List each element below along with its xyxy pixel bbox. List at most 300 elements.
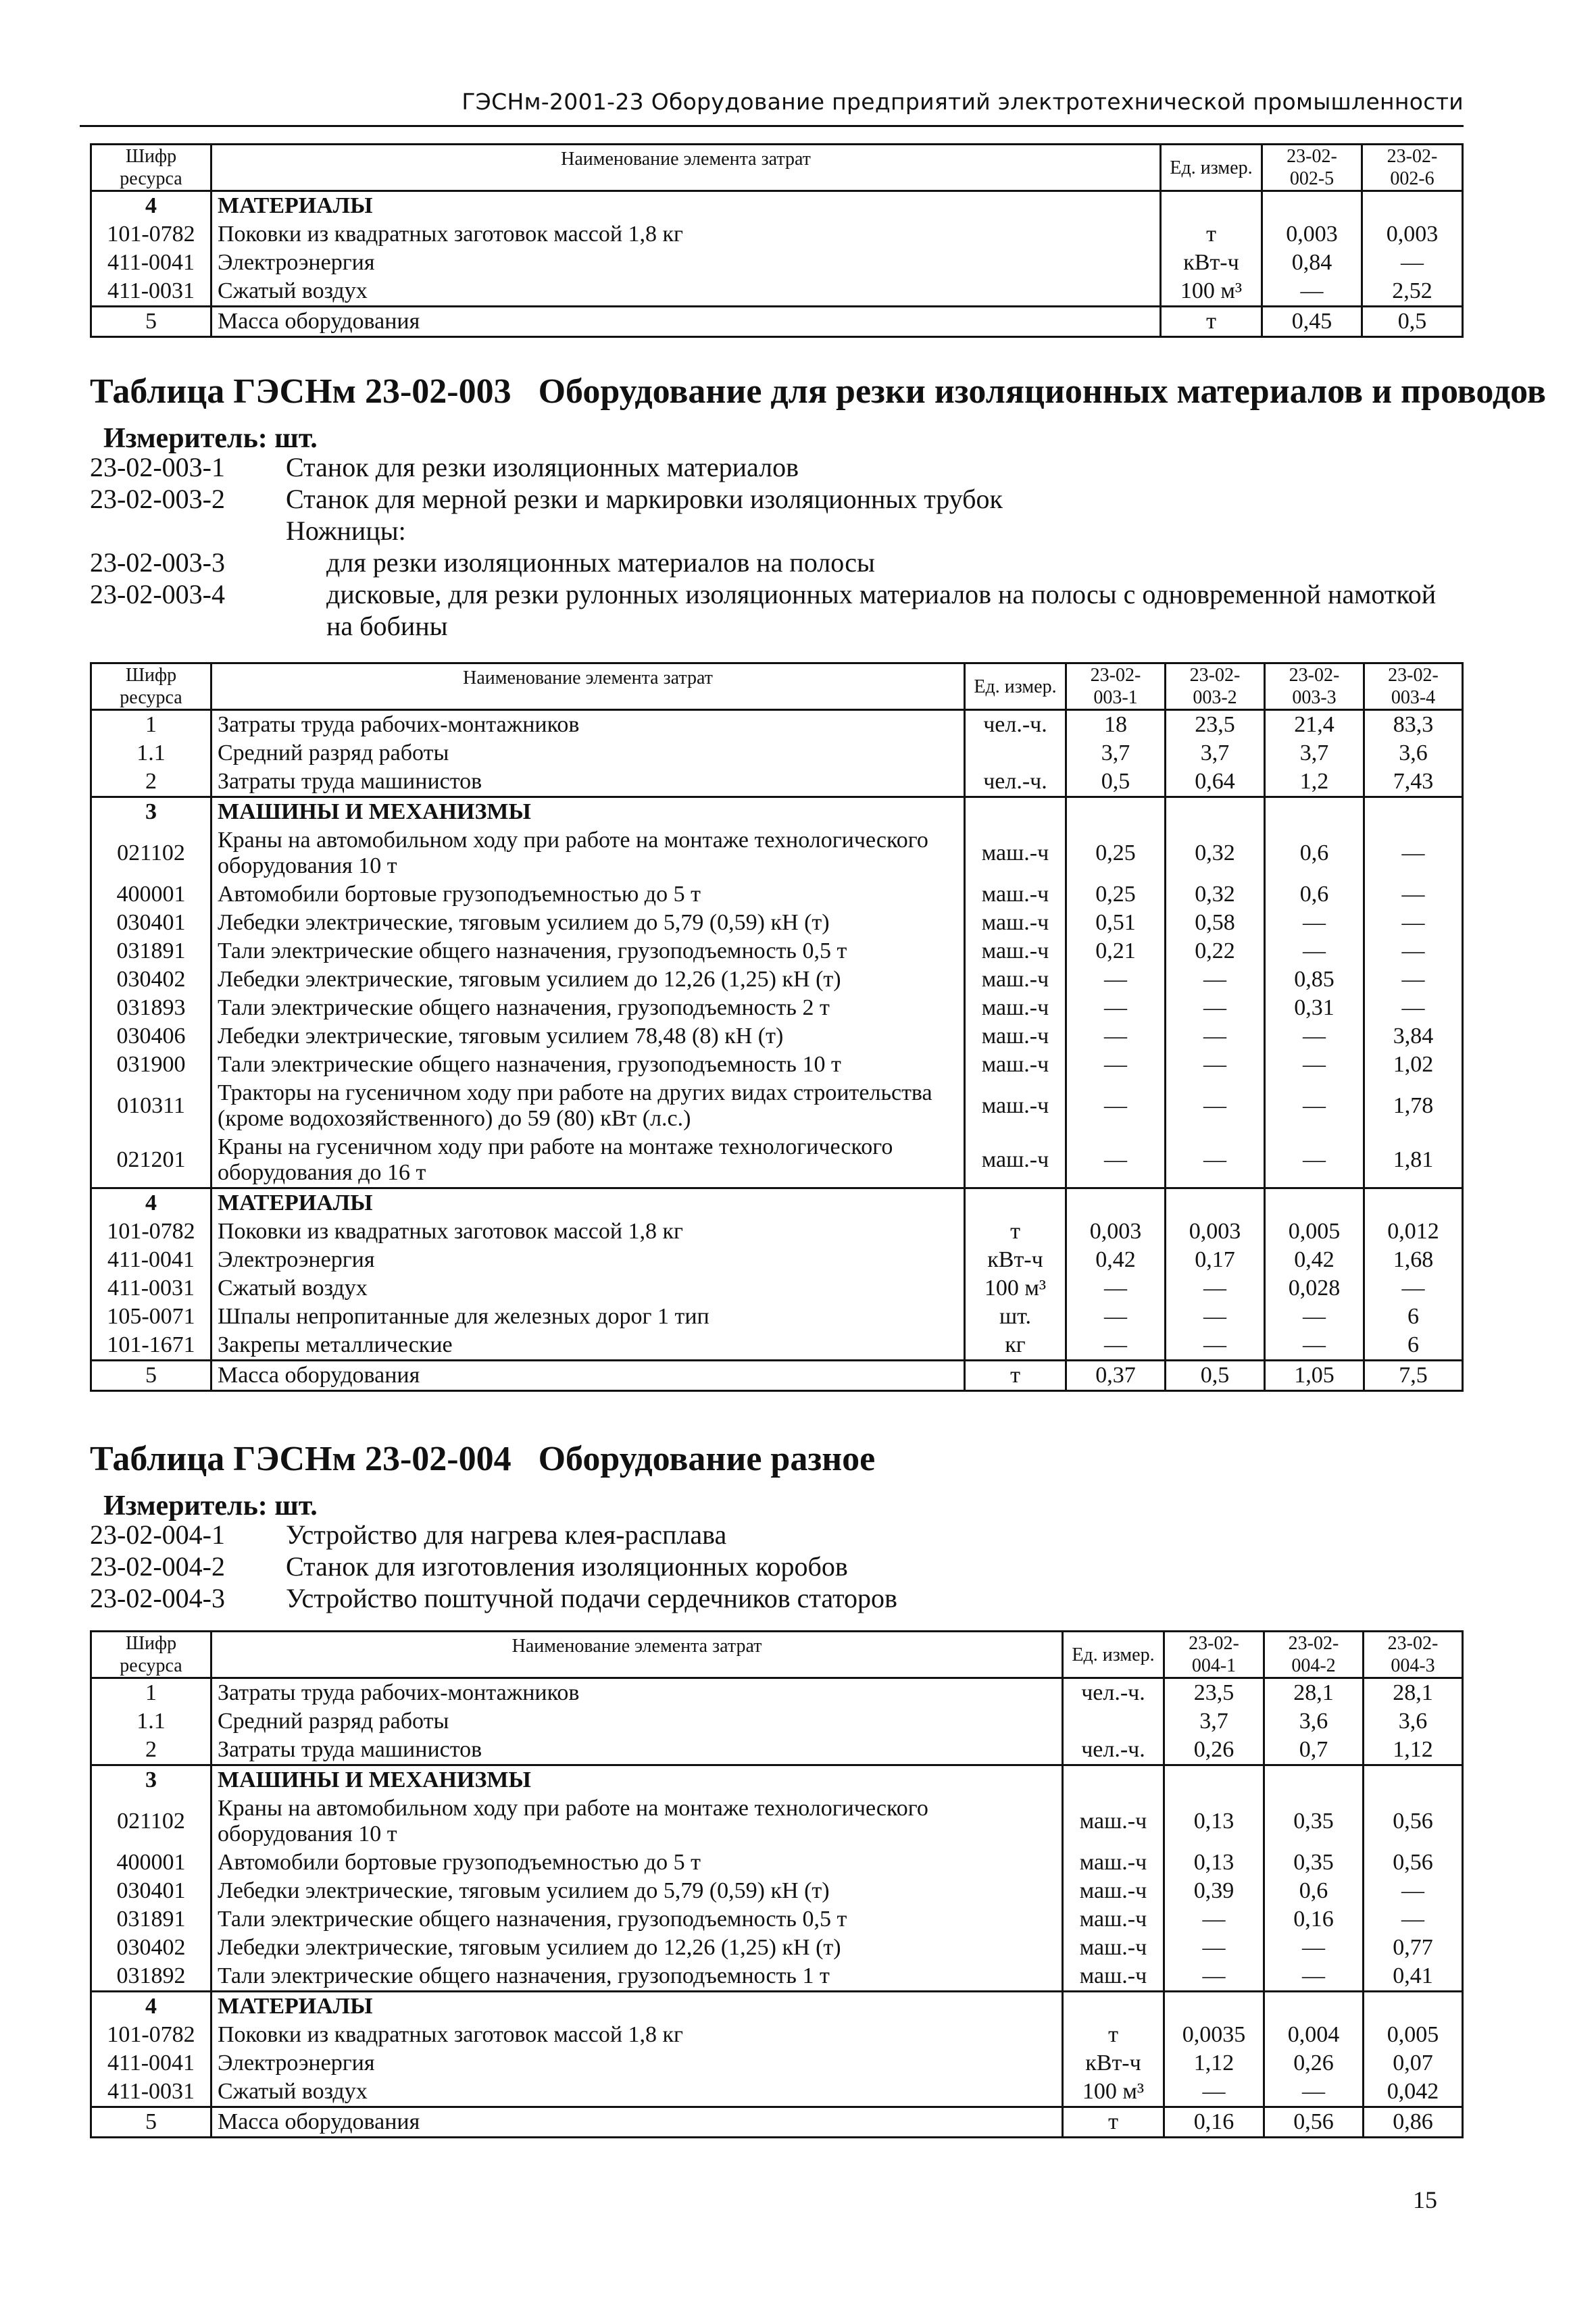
table-row [91, 1678, 1463, 1708]
value-cell: 0,77 [1364, 1934, 1463, 1962]
value-cell: 0,85 [1265, 965, 1364, 994]
cost-element-name: Автомобили бортовые грузоподъемностью до 5 т [211, 880, 965, 909]
cost-element-name: Средний разряд работы [211, 739, 965, 768]
value-cell: 0,32 [1166, 826, 1265, 880]
resource-code: 411-0031 [91, 1274, 211, 1303]
resource-code: 031891 [91, 937, 211, 965]
table-row [91, 1274, 1463, 1303]
measure-unit: Измеритель: шт. [103, 1490, 318, 1521]
item-text: Станок для мерной резки и маркировки изоляционных трубок [286, 484, 1003, 514]
table-row [91, 1303, 1463, 1331]
resource-code: 030401 [91, 1877, 211, 1905]
value-cell: 0,58 [1166, 909, 1265, 937]
table-title-23-02-003 [90, 372, 1546, 411]
resource-code: 5 [91, 2107, 211, 2138]
cost-element-name: МАТЕРИАЛЫ [211, 191, 1161, 221]
value-cell: 0,028 [1265, 1274, 1364, 1303]
cost-element-name: Лебедки электрические, тяговым усилием до 12,26 (1,25) кН (т) [211, 1934, 1063, 1962]
unit-cell: чел.-ч. [1063, 1736, 1164, 1765]
value-cell: — [1265, 1331, 1364, 1361]
table-row [91, 880, 1463, 909]
item-text: дисковые, для резки рулонных изоляционных материалов на полосы с одновременной намоткой на бобины [326, 579, 1437, 641]
value-cell: — [1265, 1303, 1364, 1331]
table-row [91, 1331, 1463, 1361]
value-cell: — [1066, 1133, 1166, 1188]
resource-code: 3 [91, 1765, 211, 1795]
unit-cell: маш.-ч [965, 880, 1066, 909]
value-cell: 0,0035 [1164, 2021, 1264, 2049]
unit-cell: кг [965, 1331, 1066, 1361]
section-row [91, 1765, 1463, 1795]
resource-code: 1 [91, 1678, 211, 1708]
cost-element-name: Лебедки электрические, тяговым усилием до 5,79 (0,59) кН (т) [211, 909, 965, 937]
item-text: для резки изоляционных материалов на полосы [326, 547, 875, 578]
value-cell: 0,5 [1066, 768, 1166, 797]
item-code: 23-02-004-2 [90, 1551, 225, 1582]
unit-cell: маш.-ч [1063, 1848, 1164, 1877]
cost-element-name: Автомобили бортовые грузоподъемностью до 5 т [211, 1848, 1063, 1877]
value-cell: — [1164, 1905, 1264, 1934]
value-cell: 0,042 [1364, 2078, 1463, 2107]
table-title-23-02-004 [90, 1439, 875, 1479]
value-cell: 1,81 [1364, 1133, 1463, 1188]
resource-code: 021102 [91, 1794, 211, 1848]
value-cell: 0,45 [1262, 307, 1362, 337]
value-cell: — [1066, 1331, 1166, 1361]
value-cell: — [1166, 1079, 1265, 1133]
value-cell: 18 [1066, 710, 1166, 740]
resource-code: 1.1 [91, 1707, 211, 1736]
resource-code: 021201 [91, 1133, 211, 1188]
table-row [91, 277, 1463, 307]
unit-cell [1161, 191, 1262, 221]
value-cell: 0,35 [1264, 1848, 1364, 1877]
value-cell [1262, 191, 1362, 221]
value-cell: 0,6 [1265, 880, 1364, 909]
value-cell: — [1166, 1022, 1265, 1051]
value-cell: 7,5 [1364, 1361, 1463, 1391]
value-cell: 0,25 [1066, 826, 1166, 880]
list-item [90, 1551, 1462, 1582]
table-row [91, 710, 1463, 740]
col-header-name: Наименование элемента затрат [211, 1632, 1063, 1678]
resource-table-002 [90, 143, 1464, 338]
unit-cell: маш.-ч [965, 1051, 1066, 1079]
value-cell: — [1166, 965, 1265, 994]
resource-code: 031892 [91, 1962, 211, 1992]
value-cell: — [1265, 1133, 1364, 1188]
value-cell: — [1265, 909, 1364, 937]
value-cell: — [1164, 1962, 1264, 1992]
unit-cell: маш.-ч [965, 1133, 1066, 1188]
cost-element-name: Закрепы металлические [211, 1331, 965, 1361]
cost-element-name: Поковки из квадратных заготовок массой 1,8 кг [211, 220, 1161, 249]
item-code: 23-02-003-3 [90, 547, 225, 578]
value-cell: — [1166, 1331, 1265, 1361]
list-item [90, 1519, 1462, 1551]
item-text: Станок для изготовления изоляционных коробов [286, 1551, 848, 1582]
unit-cell: маш.-ч [1063, 1905, 1164, 1934]
value-cell [1166, 797, 1265, 827]
unit-cell: чел.-ч. [965, 710, 1066, 740]
value-cell: 3,6 [1264, 1707, 1364, 1736]
value-cell: 0,003 [1362, 220, 1463, 249]
item-code: 23-02-003-2 [90, 484, 225, 514]
value-cell: 0,6 [1265, 826, 1364, 880]
value-cell: 0,005 [1265, 1217, 1364, 1246]
value-cell: 28,1 [1364, 1678, 1463, 1708]
resource-code: 4 [91, 1992, 211, 2021]
item-text: Устройство поштучной подачи сердечников статоров [286, 1583, 897, 1613]
value-cell: 0,26 [1164, 1736, 1264, 1765]
value-cell: — [1364, 1905, 1463, 1934]
unit-cell: т [965, 1361, 1066, 1391]
resource-code: 030402 [91, 1934, 211, 1962]
unit-cell: маш.-ч [965, 965, 1066, 994]
cost-element-name: Затраты труда машинистов [211, 768, 965, 797]
unit-cell: маш.-ч [965, 1022, 1066, 1051]
unit-cell: маш.-ч [1063, 1962, 1164, 1992]
value-cell: 3,84 [1364, 1022, 1463, 1051]
table-row [91, 1079, 1463, 1133]
resource-code: 101-0782 [91, 2021, 211, 2049]
cost-element-name: Сжатый воздух [211, 277, 1161, 307]
value-cell: 0,003 [1066, 1217, 1166, 1246]
list-item [90, 547, 1462, 578]
resource-code: 030406 [91, 1022, 211, 1051]
resource-code: 031891 [91, 1905, 211, 1934]
cost-element-name: Масса оборудования [211, 2107, 1063, 2138]
unit-cell: маш.-ч [1063, 1794, 1164, 1848]
value-cell: 0,31 [1265, 994, 1364, 1022]
table-row [91, 1962, 1463, 1992]
value-cell: 23,5 [1166, 710, 1265, 740]
unit-cell: т [1161, 307, 1262, 337]
value-cell [1364, 1765, 1463, 1795]
unit-cell [1063, 1707, 1164, 1736]
cost-element-name: Электроэнергия [211, 2049, 1063, 2078]
resource-code: 010311 [91, 1079, 211, 1133]
value-cell: 0,16 [1164, 2107, 1264, 2138]
table-row [91, 2049, 1463, 2078]
table-header-row [91, 663, 1463, 710]
cost-element-name: Лебедки электрические, тяговым усилием до 5,79 (0,59) кН (т) [211, 1877, 1063, 1905]
item-text: Станок для резки изоляционных материалов [286, 452, 799, 482]
value-cell: — [1265, 1051, 1364, 1079]
resource-code: 4 [91, 191, 211, 221]
measure-unit: Измеритель: шт. [103, 423, 318, 454]
cost-element-name: Затраты труда рабочих-монтажников [211, 710, 965, 740]
value-cell [1364, 1188, 1463, 1218]
unit-cell: чел.-ч. [965, 768, 1066, 797]
value-cell: 1,68 [1364, 1246, 1463, 1274]
value-cell: 0,003 [1262, 220, 1362, 249]
cost-element-name: Лебедки электрические, тяговым усилием 78,48 (8) кН (т) [211, 1022, 965, 1051]
cost-element-name: Краны на автомобильном ходу при работе на монтаже технологического оборудования 10 т [211, 1794, 1063, 1848]
col-header-norm: 23-02- 004-2 [1264, 1632, 1364, 1678]
value-cell: — [1066, 1079, 1166, 1133]
value-cell: 0,41 [1364, 1962, 1463, 1992]
table-row [91, 1736, 1463, 1765]
cost-element-name: Поковки из квадратных заготовок массой 1,8 кг [211, 1217, 965, 1246]
value-cell: 2,52 [1362, 277, 1463, 307]
table-row [91, 249, 1463, 277]
section-row [91, 1992, 1463, 2021]
item-code: 23-02-004-1 [90, 1519, 225, 1550]
col-header-code: Шифр ресурса [91, 145, 211, 191]
item-list-23-02-003 [90, 451, 1462, 642]
cost-element-name: Тали электрические общего назначения, грузоподъемность 2 т [211, 994, 965, 1022]
value-cell [1264, 1992, 1364, 2021]
table-row [91, 1361, 1463, 1391]
value-cell [1164, 1992, 1264, 2021]
value-cell [1265, 1188, 1364, 1218]
list-item [90, 451, 1462, 483]
table-title-code: Таблица ГЭСНм 23-02-003 [90, 372, 512, 411]
unit-cell: т [1063, 2021, 1164, 2049]
col-header-norm: 23-02- 004-1 [1164, 1632, 1264, 1678]
cost-element-name: МАШИНЫ И МЕХАНИЗМЫ [211, 797, 965, 827]
value-cell: — [1265, 1022, 1364, 1051]
value-cell: — [1066, 1051, 1166, 1079]
unit-cell: т [1063, 2107, 1164, 2138]
value-cell: 3,7 [1166, 739, 1265, 768]
resource-code: 411-0031 [91, 277, 211, 307]
value-cell: — [1066, 1303, 1166, 1331]
value-cell: — [1166, 1133, 1265, 1188]
table-row [91, 1246, 1463, 1274]
value-cell: 1,2 [1265, 768, 1364, 797]
col-header-norm: 23-02- 003-2 [1166, 663, 1265, 710]
value-cell [1066, 797, 1166, 827]
resource-code: 4 [91, 1188, 211, 1218]
value-cell: 0,012 [1364, 1217, 1463, 1246]
resource-code: 030401 [91, 909, 211, 937]
table-row [91, 1877, 1463, 1905]
value-cell: 1,02 [1364, 1051, 1463, 1079]
table-row [91, 1133, 1463, 1188]
resource-code: 411-0041 [91, 249, 211, 277]
list-item [90, 515, 1462, 547]
cost-element-name: Тракторы на гусеничном ходу при работе на других видах строительства (кроме водохозяйственного) до 59 (80) кВт (л.с.) [211, 1079, 965, 1133]
table-row [91, 220, 1463, 249]
value-cell: — [1362, 249, 1463, 277]
table-row [91, 2078, 1463, 2107]
value-cell: — [1164, 2078, 1264, 2107]
value-cell: — [1264, 1962, 1364, 1992]
value-cell: 83,3 [1364, 710, 1463, 740]
value-cell [1364, 1992, 1463, 2021]
col-header-norm: 23-02- 002-5 [1262, 145, 1362, 191]
col-header-unit: Ед. измер. [1063, 1632, 1164, 1678]
unit-cell: маш.-ч [965, 994, 1066, 1022]
unit-cell: шт. [965, 1303, 1066, 1331]
unit-cell: маш.-ч [1063, 1934, 1164, 1962]
item-list-23-02-004 [90, 1519, 1462, 1614]
table-row [91, 768, 1463, 797]
value-cell [1265, 797, 1364, 827]
table-header-row [91, 145, 1463, 191]
value-cell: 0,42 [1265, 1246, 1364, 1274]
cost-element-name: Сжатый воздух [211, 1274, 965, 1303]
unit-cell [965, 797, 1066, 827]
section-row [91, 797, 1463, 827]
cost-element-name: Тали электрические общего назначения, грузоподъемность 0,5 т [211, 937, 965, 965]
value-cell: — [1364, 965, 1463, 994]
value-cell: 0,56 [1364, 1848, 1463, 1877]
col-header-code: Шифр ресурса [91, 663, 211, 710]
section-row [91, 1188, 1463, 1218]
cost-element-name: МАТЕРИАЛЫ [211, 1188, 965, 1218]
cost-element-name: Средний разряд работы [211, 1707, 1063, 1736]
value-cell: — [1166, 1303, 1265, 1331]
cost-element-name: МАТЕРИАЛЫ [211, 1992, 1063, 2021]
resource-code: 101-1671 [91, 1331, 211, 1361]
table-row [91, 2021, 1463, 2049]
value-cell: — [1066, 965, 1166, 994]
col-header-unit: Ед. измер. [1161, 145, 1262, 191]
value-cell: — [1265, 937, 1364, 965]
value-cell: — [1066, 1022, 1166, 1051]
col-header-norm: 23-02- 003-1 [1066, 663, 1166, 710]
unit-cell: 100 м³ [1161, 277, 1262, 307]
value-cell: — [1066, 994, 1166, 1022]
value-cell: 3,7 [1164, 1707, 1264, 1736]
resource-code: 411-0041 [91, 2049, 211, 2078]
table-row [91, 1051, 1463, 1079]
value-cell: — [1265, 1079, 1364, 1133]
item-code [90, 515, 286, 547]
col-header-unit: Ед. измер. [965, 663, 1066, 710]
value-cell: — [1264, 1934, 1364, 1962]
resource-code: 400001 [91, 1848, 211, 1877]
table-row [91, 1905, 1463, 1934]
value-cell: — [1364, 994, 1463, 1022]
value-cell: 0,17 [1166, 1246, 1265, 1274]
value-cell: 7,43 [1364, 768, 1463, 797]
value-cell [1164, 1765, 1264, 1795]
value-cell: 3,7 [1066, 739, 1166, 768]
table-row [91, 1794, 1463, 1848]
resource-code: 031893 [91, 994, 211, 1022]
value-cell: 0,86 [1364, 2107, 1463, 2138]
value-cell: 6 [1364, 1331, 1463, 1361]
cost-element-name: Тали электрические общего назначения, грузоподъемность 0,5 т [211, 1905, 1063, 1934]
value-cell: 0,32 [1166, 880, 1265, 909]
value-cell: 6 [1364, 1303, 1463, 1331]
table-row [91, 965, 1463, 994]
unit-cell [965, 1188, 1066, 1218]
resource-code: 021102 [91, 826, 211, 880]
list-item [90, 1582, 1462, 1614]
unit-cell: маш.-ч [965, 1079, 1066, 1133]
unit-cell: кВт-ч [1161, 249, 1262, 277]
col-header-name: Наименование элемента затрат [211, 145, 1161, 191]
unit-cell: маш.-ч [1063, 1877, 1164, 1905]
table-row [91, 1848, 1463, 1877]
col-header-code: Шифр ресурса [91, 1632, 211, 1678]
value-cell: — [1364, 880, 1463, 909]
value-cell: 0,6 [1264, 1877, 1364, 1905]
value-cell [1066, 1188, 1166, 1218]
cost-element-name: Масса оборудования [211, 1361, 965, 1391]
value-cell: 0,42 [1066, 1246, 1166, 1274]
resource-code: 400001 [91, 880, 211, 909]
table-row [91, 307, 1463, 337]
resource-code: 3 [91, 797, 211, 827]
col-header-norm: 23-02- 004-3 [1364, 1632, 1463, 1678]
value-cell [1362, 191, 1463, 221]
unit-cell: 100 м³ [1063, 2078, 1164, 2107]
value-cell: — [1262, 277, 1362, 307]
value-cell: — [1364, 909, 1463, 937]
resource-table-004 [90, 1630, 1464, 2138]
value-cell: 0,35 [1264, 1794, 1364, 1848]
cost-element-name: Тали электрические общего назначения, грузоподъемность 10 т [211, 1051, 965, 1079]
table-title-text: Оборудование для резки изоляционных материалов и проводов [538, 372, 1546, 411]
list-item [90, 578, 1462, 642]
col-header-norm: 23-02- 002-6 [1362, 145, 1463, 191]
value-cell [1166, 1188, 1265, 1218]
resource-code: 2 [91, 1736, 211, 1765]
table-row [91, 1022, 1463, 1051]
table-header-row [91, 1632, 1463, 1678]
col-header-name: Наименование элемента затрат [211, 663, 965, 710]
table-row [91, 739, 1463, 768]
cost-element-name: Краны на гусеничном ходу при работе на монтаже технологического оборудования до 16 т [211, 1133, 965, 1188]
unit-cell [1063, 1765, 1164, 1795]
table-row [91, 909, 1463, 937]
cost-element-name: Лебедки электрические, тяговым усилием до 12,26 (1,25) кН (т) [211, 965, 965, 994]
item-text: Ножницы: [286, 515, 406, 546]
unit-cell: кВт-ч [1063, 2049, 1164, 2078]
cost-element-name: Тали электрические общего назначения, грузоподъемность 1 т [211, 1962, 1063, 1992]
table-row [91, 937, 1463, 965]
value-cell: — [1364, 1877, 1463, 1905]
resource-table-003 [90, 662, 1464, 1392]
value-cell: — [1066, 1274, 1166, 1303]
table-row [91, 1934, 1463, 1962]
table-title-text: Оборудование разное [538, 1440, 876, 1478]
value-cell: 3,6 [1364, 1707, 1463, 1736]
unit-cell: маш.-ч [965, 937, 1066, 965]
resource-code: 105-0071 [91, 1303, 211, 1331]
value-cell: 21,4 [1265, 710, 1364, 740]
value-cell: 28,1 [1264, 1678, 1364, 1708]
value-cell: 0,56 [1264, 2107, 1364, 2138]
cost-element-name: Шпалы непропитанные для железных дорог 1 тип [211, 1303, 965, 1331]
unit-cell: т [965, 1217, 1066, 1246]
value-cell: 0,56 [1364, 1794, 1463, 1848]
value-cell: 0,21 [1066, 937, 1166, 965]
cost-element-name: Масса оборудования [211, 307, 1161, 337]
unit-cell: чел.-ч. [1063, 1678, 1164, 1708]
unit-cell [965, 739, 1066, 768]
value-cell: — [1364, 1274, 1463, 1303]
value-cell: 0,39 [1164, 1877, 1264, 1905]
resource-code: 101-0782 [91, 1217, 211, 1246]
resource-code: 5 [91, 307, 211, 337]
page-header: ГЭСНм-2001-23 Оборудование предприятий электротехнической промышленности [80, 84, 1464, 127]
value-cell: 0,64 [1166, 768, 1265, 797]
item-code: 23-02-003-4 [90, 579, 225, 609]
value-cell: 1,12 [1364, 1736, 1463, 1765]
value-cell [1364, 797, 1463, 827]
item-text: Устройство для нагрева клея-расплава [286, 1519, 727, 1550]
unit-cell: маш.-ч [965, 826, 1066, 880]
resource-code: 101-0782 [91, 220, 211, 249]
item-code: 23-02-004-3 [90, 1583, 225, 1613]
